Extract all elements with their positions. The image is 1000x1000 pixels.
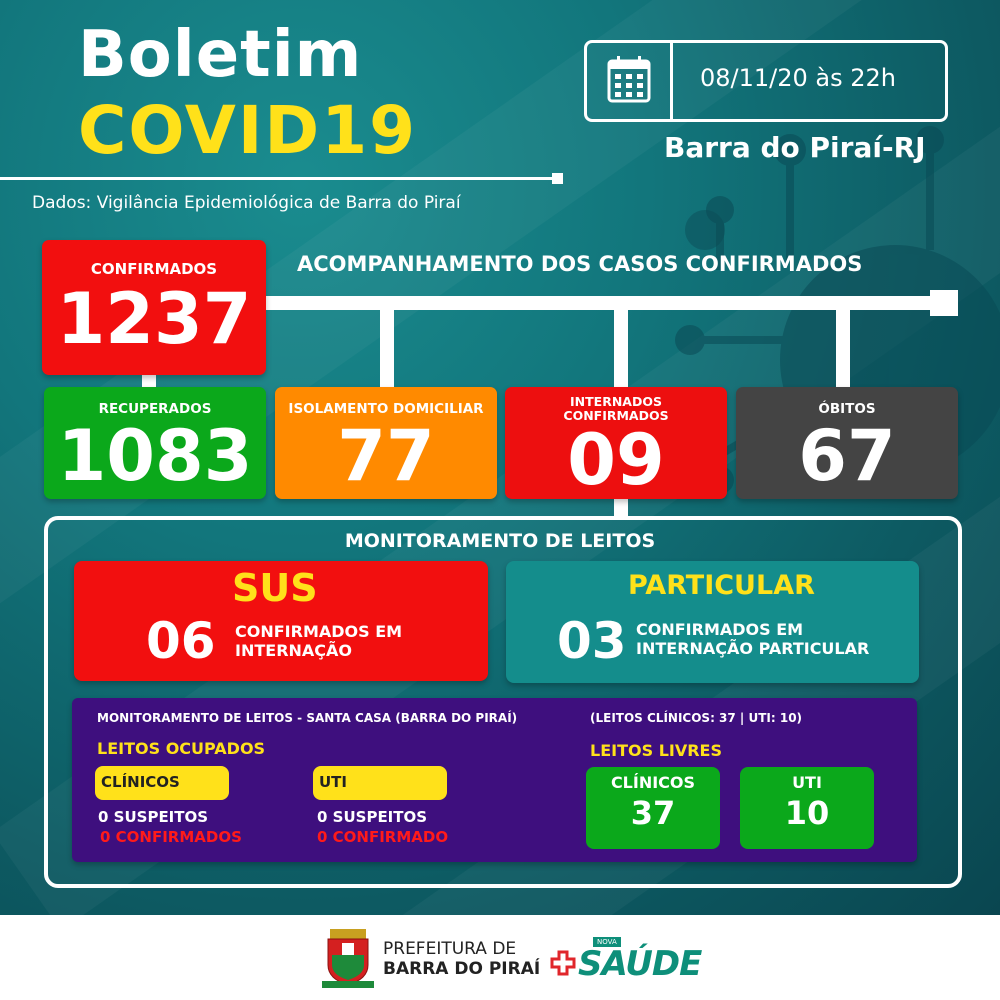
footer-prefecture-line1: PREFEITURA DE: [383, 939, 517, 959]
saude-logo: SAÚDE: [578, 944, 702, 984]
tracking-heading: ACOMPANHAMENTO DOS CASOS CONFIRMADOS: [297, 252, 863, 276]
hospitalized-value: 09: [567, 419, 665, 501]
occupied-icu-suspects: 0 SUSPEITOS: [317, 808, 428, 826]
deaths-label: ÓBITOS: [818, 401, 876, 417]
connector-deaths: [836, 305, 850, 390]
recovered-value: 1083: [57, 415, 253, 497]
free-icu-box: [740, 767, 874, 849]
isolation-value: 77: [337, 415, 435, 497]
calendar-icon: [606, 54, 652, 104]
city-name: Barra do Piraí-RJ: [664, 131, 926, 164]
confirmed-value: 1237: [56, 278, 252, 360]
coat-of-arms-icon: [322, 927, 374, 989]
occupied-icu-label: UTI: [313, 766, 447, 800]
free-clinical-box: [586, 767, 720, 849]
connector-isolation: [380, 305, 394, 390]
title-divider: [0, 177, 555, 180]
connector-end: [930, 290, 958, 316]
connector-hospitalized: [614, 305, 628, 390]
sus-value: 06: [146, 612, 216, 670]
occupied-clinical-confirmed: 0 CONFIRMADOS: [100, 828, 242, 846]
deaths-value: 67: [798, 415, 896, 497]
private-title: PARTICULAR: [628, 570, 815, 601]
free-clinical-value: 37: [630, 794, 676, 832]
free-icu-label: UTI: [792, 773, 822, 792]
footer-prefecture-line2: BARRA DO PIRAÍ: [383, 959, 541, 979]
private-value: 03: [557, 612, 627, 670]
recovered-card: [44, 387, 266, 499]
page-subtitle: COVID19: [78, 92, 418, 169]
santa-casa-capacity: (LEITOS CLÍNICOS: 37 | UTI: 10): [590, 711, 803, 725]
saude-badge: NOVA: [593, 937, 621, 947]
occupied-icu-confirmed: 0 CONFIRMADO: [317, 828, 449, 846]
private-description: CONFIRMADOS EM INTERNAÇÃO PARTICULAR: [636, 620, 870, 658]
occupied-clinical-label: CLÍNICOS: [95, 766, 229, 800]
sus-description: CONFIRMADOS EM INTERNAÇÃO: [235, 622, 403, 660]
health-cross-icon: [550, 950, 576, 976]
santa-casa-title: MONITORAMENTO DE LEITOS - SANTA CASA (BARRA DO PIRAÍ): [97, 711, 518, 725]
hospitalized-label-line2: CONFIRMADOS: [563, 408, 669, 423]
hospitalized-label-line1: INTERNADOS: [570, 394, 662, 409]
isolation-card: [275, 387, 497, 499]
beds-heading: MONITORAMENTO DE LEITOS: [344, 530, 656, 552]
data-source: Dados: Vigilância Epidemiológica de Barra do Piraí: [32, 193, 461, 213]
free-clinical-label: CLÍNICOS: [610, 773, 696, 792]
occupied-clinical-suspects: 0 SUSPEITOS: [98, 808, 209, 826]
date-divider: [670, 43, 673, 119]
recovered-label: RECUPERADOS: [98, 401, 212, 417]
confirmed-card: [42, 240, 266, 375]
sus-title: SUS: [232, 566, 318, 610]
free-heading: LEITOS LIVRES: [590, 741, 722, 760]
confirmed-label: CONFIRMADOS: [90, 260, 218, 278]
bulletin-date: 08/11/20 às 22h: [700, 64, 897, 92]
free-icu-value: 10: [784, 794, 830, 832]
deaths-card: [736, 387, 958, 499]
hospitalized-card: [505, 387, 727, 499]
occupied-heading: LEITOS OCUPADOS: [97, 739, 266, 758]
isolation-label: ISOLAMENTO DOMICILIAR: [288, 401, 484, 417]
page-title: Boletim: [78, 18, 363, 92]
title-divider-end: [552, 173, 563, 184]
